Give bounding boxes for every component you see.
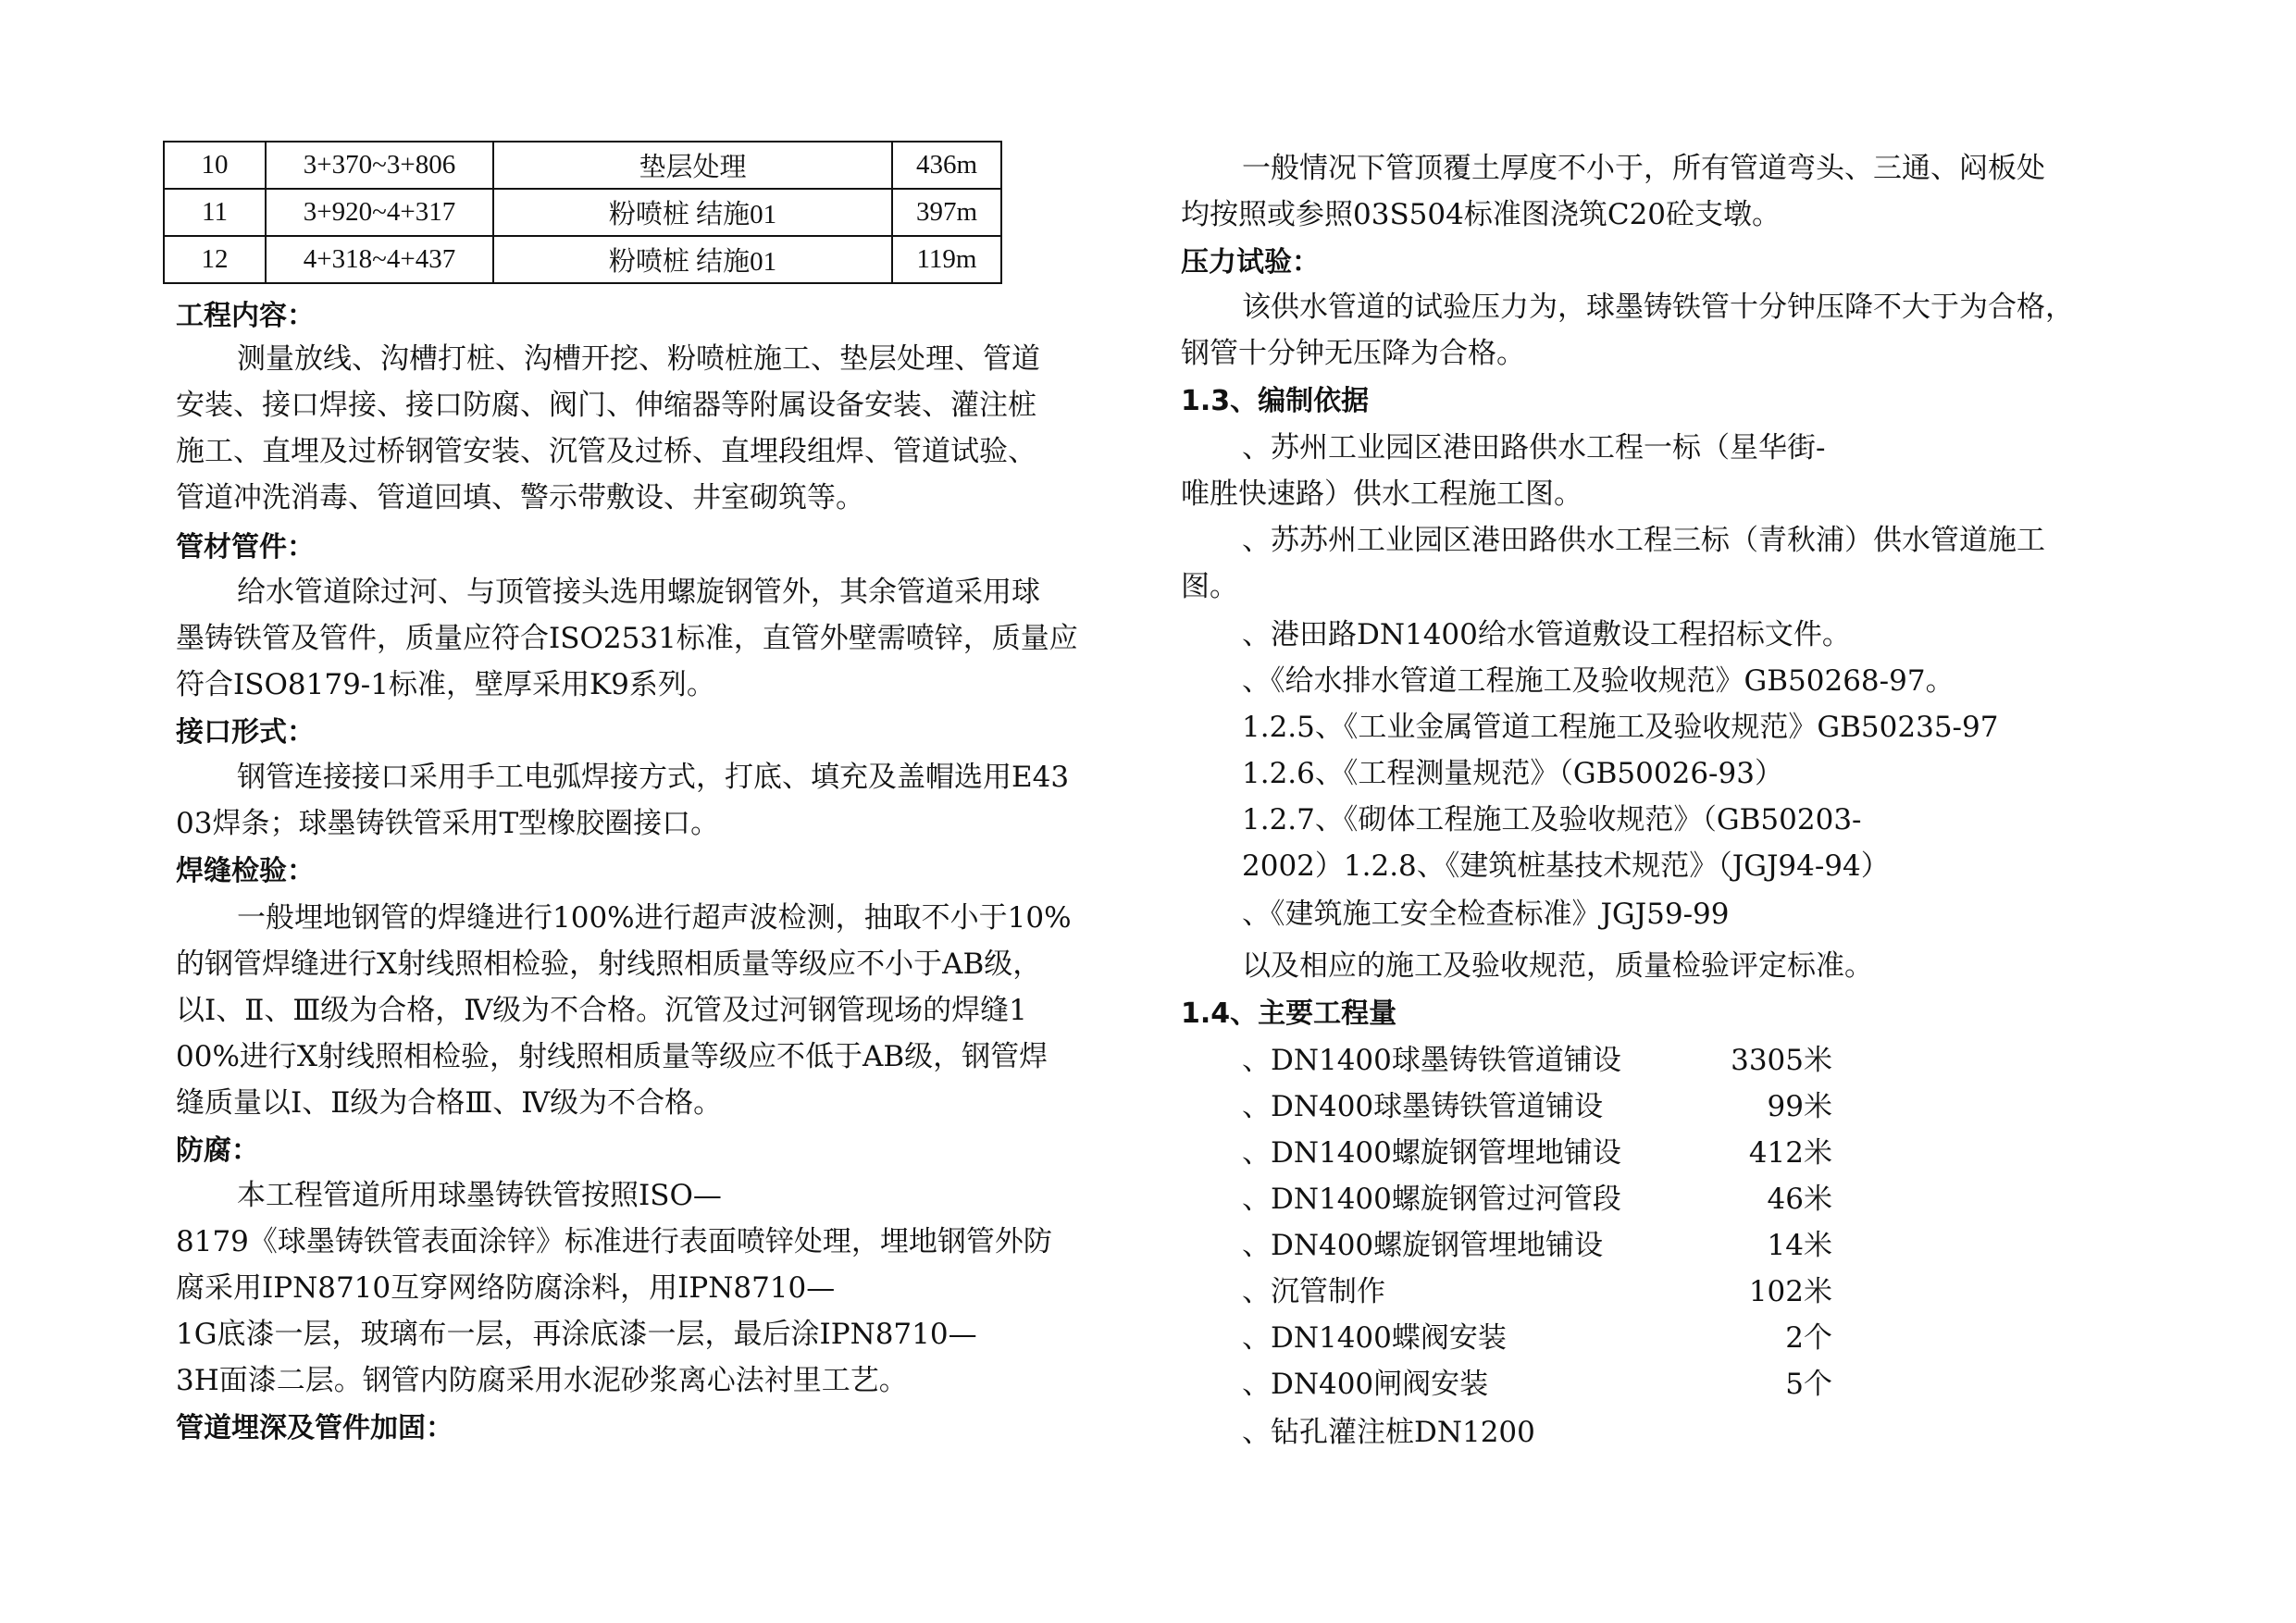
chainage-range: 3+370~3+806 — [266, 142, 493, 189]
paragraph-line: 03焊条；球墨铸铁管采用T型橡胶圈接口。 — [176, 807, 720, 840]
treatment-description: 粉喷桩 结施01 — [493, 189, 892, 236]
paragraph-line: 墨铸铁管及管件，质量应符合ISO2531标准，直管外壁需喷锌，质量应 — [176, 622, 1078, 655]
works-table — [163, 141, 1002, 284]
paragraph-line: 腐采用IPN8710互穿网络防腐涂料，用IPN8710— — [176, 1271, 836, 1305]
quantity-item-name: 、DN1400螺旋钢管埋地铺设 — [1242, 1136, 1621, 1170]
heading-project-content: 工程内容： — [176, 300, 315, 332]
paragraph-line: 的钢管焊缝进行X射线照相检验，射线照相质量等级应不小于AB级， — [176, 948, 1042, 981]
paragraph-line: 2002）1.2.8、《建筑桩基技术规范》（JGJ94-94） — [1242, 849, 1890, 883]
row-number: 10 — [164, 142, 266, 189]
heading-pressure-test: 压力试验： — [1181, 246, 1320, 279]
paragraph-line: 均按照或参照03S504标准图浇筑C20砼支墩。 — [1181, 198, 1781, 231]
row-number: 12 — [164, 236, 266, 283]
heading-pipe-materials: 管材管件： — [176, 531, 315, 564]
paragraph-line: 缝质量以Ⅰ、Ⅱ级为合格Ⅲ、Ⅳ级为不合格。 — [176, 1086, 723, 1120]
heading-main-quantities: 1.4、主要工程量 — [1181, 997, 1397, 1030]
quantity-item-name: 、DN400球墨铸铁管道铺设 — [1242, 1090, 1604, 1123]
table-row — [164, 142, 1001, 189]
chainage-range: 4+318~4+437 — [266, 236, 493, 283]
quantity-item-value: 14米 — [1767, 1229, 1832, 1262]
quantity-item-value: 3305米 — [1731, 1044, 1832, 1077]
row-number: 11 — [164, 189, 266, 236]
paragraph-line: 管道冲洗消毒、管道回填、警示带敷设、井室砌筑等。 — [176, 481, 864, 514]
paragraph-line: 1G底漆一层，玻璃布一层，再涂底漆一层，最后涂IPN8710— — [176, 1318, 977, 1351]
paragraph-line: 以Ⅰ、Ⅱ、Ⅲ级为合格，Ⅳ级为不合格。沉管及过河钢管现场的焊缝1 — [176, 994, 1027, 1027]
paragraph-line: 、苏州工业园区港田路供水工程一标（星华街- — [1242, 431, 1826, 465]
table-row — [164, 236, 1001, 283]
paragraph-line: 该供水管道的试验压力为，球墨铸铁管十分钟压降不大于为合格， — [1242, 291, 2074, 324]
heading-joint-type: 接口形式： — [176, 716, 315, 749]
quantity-item-value: 102米 — [1748, 1275, 1832, 1308]
paragraph-line: 钢管十分钟无压降为合格。 — [1181, 337, 1525, 370]
quantity-item-name: 、沉管制作 — [1242, 1275, 1385, 1308]
paragraph-line: 测量放线、沟槽打桩、沟槽开挖、粉喷桩施工、垫层处理、管道 — [237, 342, 1040, 376]
paragraph-line: 一般情况下管顶覆土厚度不小于，所有管道弯头、三通、闷板处 — [1242, 152, 2045, 185]
quantity-item-name: 、钻孔灌注桩DN1200 — [1242, 1416, 1535, 1449]
section-length: 397m — [892, 189, 1001, 236]
paragraph-line: 1.2.5、《工业金属管道工程施工及验收规范》GB50235-97 — [1242, 711, 1999, 744]
paragraph-line: 、苏苏州工业园区港田路供水工程三标（青秋浦）供水管道施工 — [1242, 524, 2045, 557]
treatment-description: 垫层处理 — [493, 142, 892, 189]
paragraph-line: 给水管道除过河、与顶管接头选用螺旋钢管外，其余管道采用球 — [237, 576, 1040, 609]
quantity-item-value: 412米 — [1748, 1136, 1832, 1170]
paragraph-line: 、港田路DN1400给水管道敷设工程招标文件。 — [1242, 618, 1851, 651]
paragraph-line: 安装、接口焊接、接口防腐、阀门、伸缩器等附属设备安装、灌注桩 — [176, 389, 1036, 422]
paragraph-line: 8179《球墨铸铁管表面涂锌》标准进行表面喷锌处理，埋地钢管外防 — [176, 1225, 1052, 1258]
paragraph-line: 、《给水排水管道工程施工及验收规范》GB50268-97。 — [1242, 664, 1955, 698]
quantity-item-name: 、DN1400螺旋钢管过河管段 — [1242, 1183, 1621, 1216]
treatment-description: 粉喷桩 结施01 — [493, 236, 892, 283]
quantity-item-name: 、DN400螺旋钢管埋地铺设 — [1242, 1229, 1604, 1262]
paragraph-line: 、《建筑施工安全检查标准》JGJ59-99 — [1242, 898, 1730, 931]
heading-basis: 1.3、编制依据 — [1181, 385, 1370, 417]
paragraph-line: 3H面漆二层。钢管内防腐采用水泥砂浆离心法衬里工艺。 — [176, 1364, 908, 1397]
paragraph-line: 图。 — [1181, 570, 1238, 603]
paragraph-line: 以及相应的施工及验收规范，质量检验评定标准。 — [1242, 949, 1873, 983]
paragraph-line: 符合ISO8179-1标准，壁厚采用K9系列。 — [176, 668, 715, 701]
table-row — [164, 189, 1001, 236]
quantity-item-value: 99米 — [1767, 1090, 1832, 1123]
section-length: 119m — [892, 236, 1001, 283]
paragraph-line: 一般埋地钢管的焊缝进行100%进行超声波检测，抽取不小于10% — [237, 901, 1072, 935]
section-length: 436m — [892, 142, 1001, 189]
heading-weld-inspection: 焊缝检验： — [176, 855, 315, 887]
paragraph-line: 1.2.7、《砌体工程施工及验收规范》（GB50203- — [1242, 803, 1862, 836]
paragraph-line: 唯胜快速路）供水工程施工图。 — [1181, 477, 1582, 511]
quantity-item-name: 、DN1400球墨铸铁管道铺设 — [1242, 1044, 1621, 1077]
chainage-range: 3+920~4+317 — [266, 189, 493, 236]
paragraph-line: 00%进行X射线照相检验，射线照相质量等级应不低于AB级，钢管焊 — [176, 1040, 1049, 1073]
quantity-item-value: 5个 — [1785, 1368, 1832, 1401]
paragraph-line: 本工程管道所用球墨铸铁管按照ISO— — [237, 1179, 722, 1212]
quantity-item-name: 、DN1400蝶阀安装 — [1242, 1321, 1507, 1355]
paragraph-line: 1.2.6、《工程测量规范》（GB50026-93） — [1242, 757, 1783, 790]
quantity-item-value: 46米 — [1767, 1183, 1832, 1216]
paragraph-line: 施工、直埋及过桥钢管安装、沉管及过桥、直埋段组焊、管道试验、 — [176, 435, 1036, 468]
paragraph-line: 钢管连接接口采用手工电弧焊接方式，打底、填充及盖帽选用E43 — [237, 761, 1070, 794]
quantity-item-value: 2个 — [1785, 1321, 1832, 1355]
quantity-item-name: 、DN400闸阀安装 — [1242, 1368, 1489, 1401]
heading-burial-depth: 管道埋深及管件加固： — [176, 1412, 453, 1444]
heading-anticorrosion: 防腐： — [176, 1134, 259, 1167]
